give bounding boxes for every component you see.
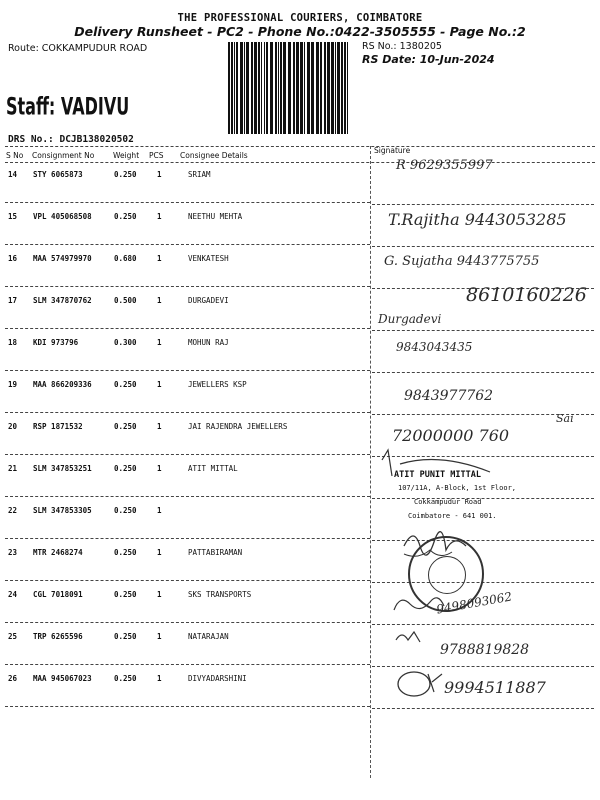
row-consignee: JEWELLERS KSP xyxy=(188,380,247,389)
row-divider xyxy=(5,706,370,707)
barcode-bar xyxy=(270,42,273,134)
barcode-bar xyxy=(341,42,343,134)
row-consignee: NEETHU MEHTA xyxy=(188,212,243,221)
signature-row-25: 9788819828 xyxy=(440,642,530,658)
row-sno: 22 xyxy=(8,506,18,515)
barcode-bar xyxy=(293,42,295,134)
row-pcs: 1 xyxy=(157,506,162,515)
row-pcs: 1 xyxy=(157,380,162,389)
row-consignment-no: VPL 405068508 xyxy=(33,212,92,221)
barcode-bar xyxy=(254,42,257,134)
company-name: THE PROFESSIONAL COURIERS, COIMBATORE xyxy=(177,12,423,24)
row-consignment-no: SLM 347853251 xyxy=(33,464,92,473)
barcode-bar xyxy=(316,42,319,134)
route-label: Route: COKKAMPUDUR ROAD xyxy=(8,43,148,54)
barcode-bar xyxy=(240,42,243,134)
barcode-bar xyxy=(236,42,238,134)
row-divider xyxy=(5,244,370,245)
stamp-line-1: ATIT PUNIT MITTAL xyxy=(394,470,481,480)
row-sno: 20 xyxy=(8,422,18,431)
row-consignee: SRIAM xyxy=(188,170,211,179)
row-consignment-no: TRP 6265596 xyxy=(33,632,83,641)
signature-row-20: 72000000 760 xyxy=(392,426,510,445)
barcode-bar xyxy=(347,42,348,134)
row-weight: 0.300 xyxy=(114,338,137,347)
col-header-consignment: Consignment No xyxy=(32,151,95,160)
row-divider xyxy=(5,202,370,203)
barcode-bar xyxy=(296,42,299,134)
barcode-bar xyxy=(283,42,286,134)
row-weight: 0.250 xyxy=(114,464,137,473)
row-consignee: NATARAJAN xyxy=(188,632,229,641)
col-header-signature: Signature xyxy=(374,146,411,155)
barcode-bar xyxy=(288,42,291,134)
barcode-bar xyxy=(261,42,262,134)
row-divider xyxy=(5,328,370,329)
row-divider xyxy=(5,622,370,623)
row-pcs: 1 xyxy=(157,422,162,431)
barcode-bar xyxy=(278,42,279,134)
barcode-bar xyxy=(246,42,249,134)
row-sno: 15 xyxy=(8,212,18,221)
rs-number: RS No.: 1380205 xyxy=(362,41,442,52)
row-weight: 0.250 xyxy=(114,674,137,683)
barcode-bar xyxy=(258,42,260,134)
row-divider xyxy=(5,496,370,497)
barcode-bar xyxy=(231,42,233,134)
col-header-pcs: PCS xyxy=(149,151,164,160)
signature-row-divider xyxy=(372,372,594,373)
row-consignee: PATTABIRAMAN xyxy=(188,548,243,557)
row-divider xyxy=(5,538,370,539)
barcode-bar xyxy=(228,42,230,134)
row-consignment-no: STY 6065873 xyxy=(33,170,83,179)
row-weight: 0.250 xyxy=(114,170,137,179)
signature-row-divider xyxy=(372,708,594,709)
signature-row-15: T.Rajitha 9443053285 xyxy=(388,210,567,229)
row-weight: 0.250 xyxy=(114,632,137,641)
row-sno: 26 xyxy=(8,674,18,683)
signature-row-24: 9498093062 xyxy=(435,589,513,617)
row-pcs: 1 xyxy=(157,464,162,473)
barcode-bar xyxy=(335,42,336,134)
row-pcs: 1 xyxy=(157,632,162,641)
row-consignee: DURGADEVI xyxy=(188,296,229,305)
signature-row-16: G. Sujatha 9443775755 xyxy=(384,254,540,269)
row-divider xyxy=(5,664,370,665)
row-divider xyxy=(5,370,370,371)
row-consignee: MOHUN RAJ xyxy=(188,338,229,347)
rs-date: RS Date: 10-Jun-2024 xyxy=(362,53,495,66)
barcode-bar xyxy=(244,42,245,134)
row-weight: 0.250 xyxy=(114,506,137,515)
row-pcs: 1 xyxy=(157,212,162,221)
row-sno: 25 xyxy=(8,632,18,641)
barcode-bar xyxy=(280,42,282,134)
row-pcs: 1 xyxy=(157,254,162,263)
row-consignment-no: SLM 347870762 xyxy=(33,296,92,305)
signature-row-divider xyxy=(372,204,594,205)
row-sno: 16 xyxy=(8,254,18,263)
row-consignment-no: MAA 945067023 xyxy=(33,674,92,683)
row-weight: 0.250 xyxy=(114,422,137,431)
row-sno: 21 xyxy=(8,464,18,473)
barcode-bar xyxy=(264,42,265,134)
barcode-bar xyxy=(331,42,334,134)
barcode-bar xyxy=(266,42,268,134)
signature-row-26: 9994511887 xyxy=(444,678,546,697)
signature-row-divider xyxy=(372,246,594,247)
barcode-bar xyxy=(304,42,305,134)
row-divider xyxy=(5,412,370,413)
barcode-bar xyxy=(337,42,340,134)
barcode-bar xyxy=(311,42,314,134)
signature-row-18: 9843043435 xyxy=(396,340,473,354)
signature-row-19: 9843977762 xyxy=(404,388,494,404)
row-weight: 0.250 xyxy=(114,548,137,557)
stamp-line-2: 107/11A, A-Block, 1st Floor, xyxy=(398,484,517,492)
barcode-bar xyxy=(307,42,310,134)
header-top-rule xyxy=(5,146,595,147)
row-consignment-no: MAA 574979970 xyxy=(33,254,92,263)
barcode-bar xyxy=(324,42,326,134)
row-consignment-no: KDI 973796 xyxy=(33,338,79,347)
row-weight: 0.250 xyxy=(114,380,137,389)
header-bottom-rule xyxy=(5,162,595,163)
row-divider xyxy=(5,286,370,287)
row-weight: 0.680 xyxy=(114,254,137,263)
signature-row-17-name: Durgadevi xyxy=(378,312,442,326)
row-consignee: SKS TRANSPORTS xyxy=(188,590,252,599)
row-pcs: 1 xyxy=(157,674,162,683)
col-header-sno: S No xyxy=(6,151,24,160)
row-divider xyxy=(5,580,370,581)
runsheet-title: Delivery Runsheet - PC2 - Phone No.:0422-3505555 - Page No.:2 xyxy=(74,24,526,39)
signature-row-14: R 9629355997 xyxy=(396,158,493,173)
row-consignment-no: SLM 347853305 xyxy=(33,506,92,515)
row-sno: 19 xyxy=(8,380,18,389)
col-header-weight: Weight xyxy=(113,151,140,160)
row-consignee: ATIT MITTAL xyxy=(188,464,238,473)
row-consignee: DIVYADARSHINI xyxy=(188,674,247,683)
row-pcs: 1 xyxy=(157,296,162,305)
row-weight: 0.500 xyxy=(114,296,137,305)
row-sno: 14 xyxy=(8,170,18,179)
col-header-consignee: Consignee Details xyxy=(180,151,248,160)
row-consignment-no: CGL 7018091 xyxy=(33,590,83,599)
row-consignment-no: MAA 866209336 xyxy=(33,380,92,389)
drs-number: DRS No.: DCJB138020502 xyxy=(8,134,134,145)
row-consignment-no: MTR 2468274 xyxy=(33,548,83,557)
staff-name: Staff: VADIVU xyxy=(6,92,130,121)
signature-row-17: 8610160226 xyxy=(466,284,587,306)
row-consignee: JAI RAJENDRA JEWELLERS xyxy=(188,422,288,431)
row-sno: 24 xyxy=(8,590,18,599)
row-divider xyxy=(5,454,370,455)
row-pcs: 1 xyxy=(157,548,162,557)
barcode xyxy=(226,42,350,134)
row-pcs: 1 xyxy=(157,338,162,347)
stamp-line-3: Cokkampudur Road xyxy=(414,498,482,506)
row-pcs: 1 xyxy=(157,590,162,599)
row-weight: 0.250 xyxy=(114,212,137,221)
row-sno: 23 xyxy=(8,548,18,557)
barcode-bar xyxy=(251,42,253,134)
row-sno: 17 xyxy=(8,296,18,305)
barcode-bar xyxy=(320,42,322,134)
stamp-line-4: Coimbatore - 641 001. xyxy=(408,512,497,520)
barcode-bar xyxy=(344,42,346,134)
row-pcs: 1 xyxy=(157,170,162,179)
barcode-bar xyxy=(275,42,277,134)
barcode-bar xyxy=(234,42,235,134)
signature-row-divider xyxy=(372,330,594,331)
row-consignment-no: RSP 1871532 xyxy=(33,422,83,431)
row-weight: 0.250 xyxy=(114,590,137,599)
signature-row-20-note: Sai xyxy=(556,412,574,425)
barcode-bar xyxy=(300,42,303,134)
row-consignee: VENKATESH xyxy=(188,254,229,263)
row-sno: 18 xyxy=(8,338,18,347)
barcode-bar xyxy=(327,42,330,134)
signature-column-divider xyxy=(370,146,371,778)
